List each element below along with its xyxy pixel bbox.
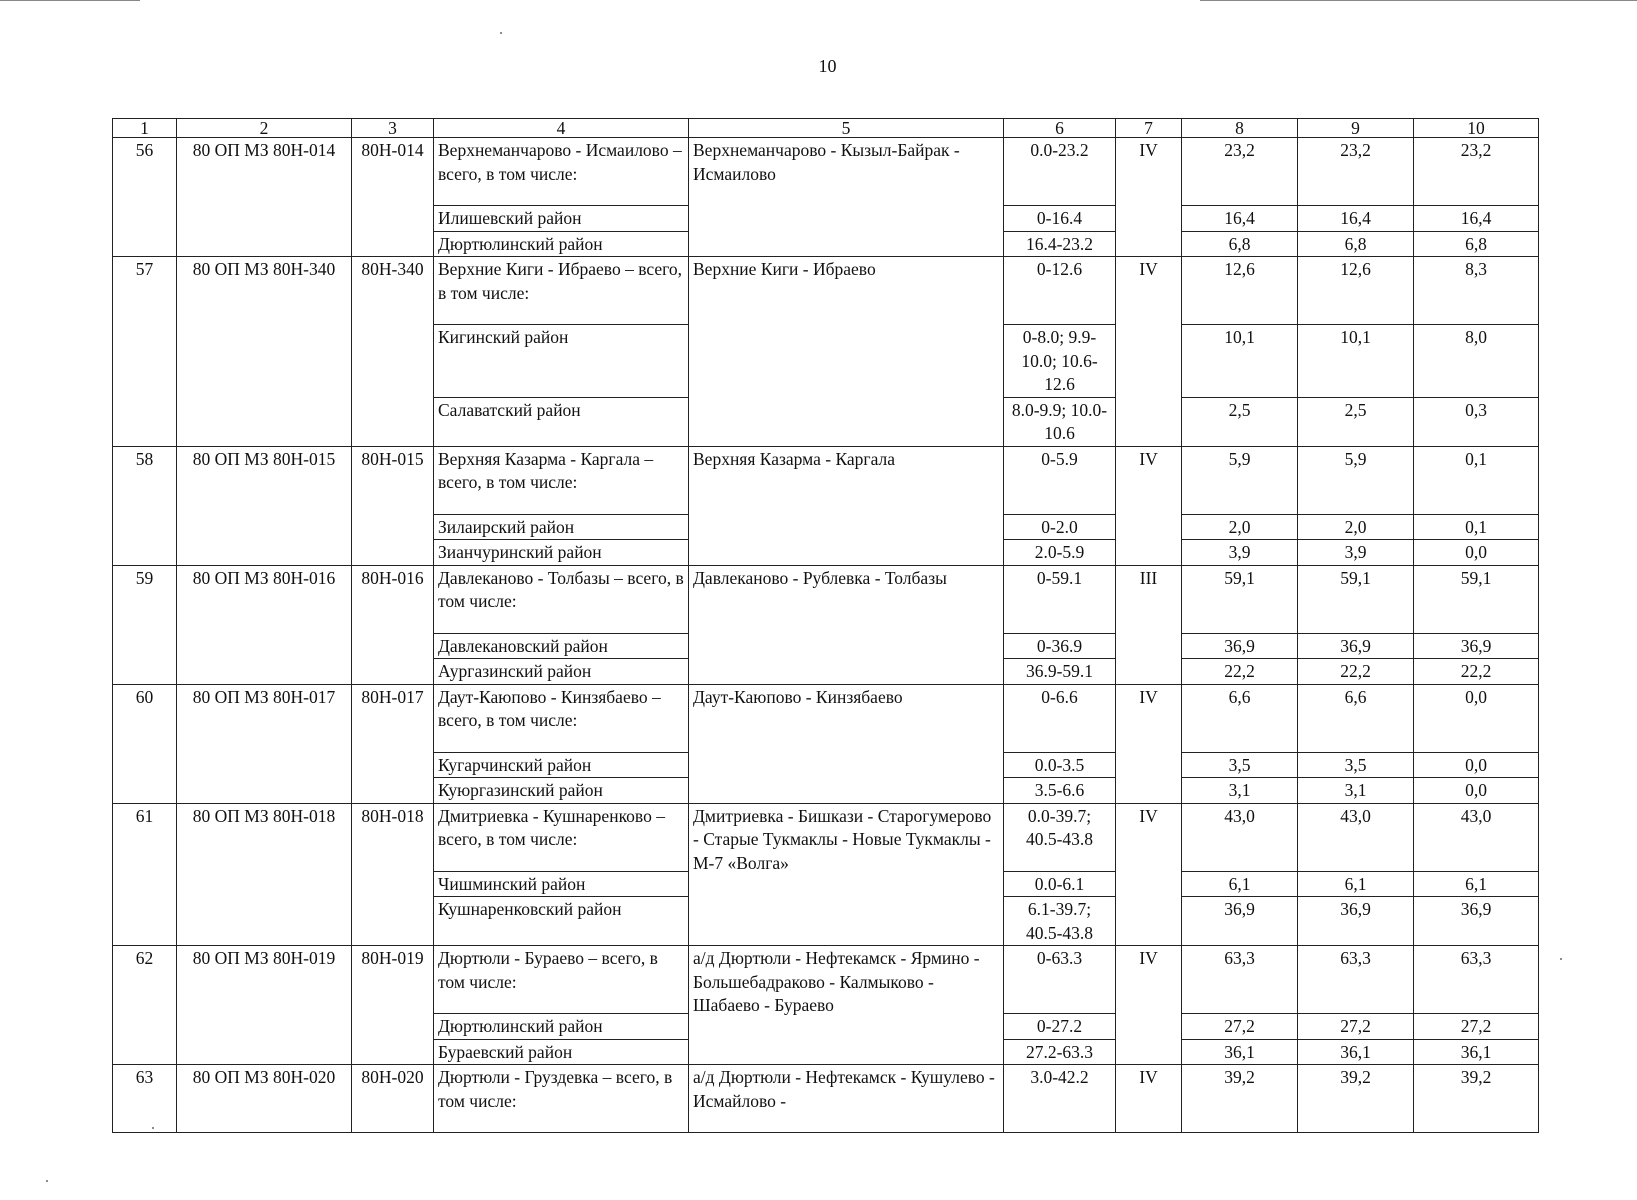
km-range: 0-16.4	[1004, 206, 1116, 232]
table-row	[113, 803, 1539, 871]
road-name: Дюртюли - Груздевка – всего, в том числе:	[434, 1065, 689, 1133]
value-col-9: 6,8	[1298, 231, 1414, 257]
value-col-8: 43,0	[1182, 803, 1298, 871]
road-number: 80 ОП МЗ 80Н-017	[177, 684, 352, 803]
value-col-9: 6,6	[1298, 684, 1414, 752]
value-col-8: 3,5	[1182, 752, 1298, 778]
table-row	[113, 684, 1539, 752]
district-name: Аургазинский район	[434, 659, 689, 685]
road-name: Даут-Каюпово - Кинзябаево – всего, в том числе:	[434, 684, 689, 752]
row-id: 56	[113, 138, 177, 257]
row-id: 58	[113, 446, 177, 565]
km-range: 0-12.6	[1004, 257, 1116, 325]
value-col-8: 12,6	[1182, 257, 1298, 325]
table-row	[113, 565, 1539, 633]
km-range: 0-6.6	[1004, 684, 1116, 752]
col-header-6: 6	[1004, 119, 1116, 138]
value-col-9: 23,2	[1298, 138, 1414, 206]
value-col-9: 22,2	[1298, 659, 1414, 685]
value-col-8: 6,8	[1182, 231, 1298, 257]
road-category: IV	[1116, 446, 1182, 565]
value-col-10: 22,2	[1414, 659, 1539, 685]
value-col-8: 39,2	[1182, 1065, 1298, 1133]
value-col-8: 36,1	[1182, 1039, 1298, 1065]
value-col-9: 6,1	[1298, 871, 1414, 897]
road-number: 80 ОП МЗ 80Н-019	[177, 946, 352, 1065]
value-col-8: 10,1	[1182, 325, 1298, 398]
road-name: Дюртюли - Бураево – всего, в том числе:	[434, 946, 689, 1014]
district-name: Дюртюлинский район	[434, 1014, 689, 1040]
km-range: 0-27.2	[1004, 1014, 1116, 1040]
road-category: IV	[1116, 803, 1182, 946]
km-range: 6.1-39.7; 40.5-43.8	[1004, 897, 1116, 946]
km-range: 0.0-6.1	[1004, 871, 1116, 897]
value-col-9: 16,4	[1298, 206, 1414, 232]
col-header-9: 9	[1298, 119, 1414, 138]
road-code: 80Н-020	[352, 1065, 434, 1133]
district-name: Куюргазинский район	[434, 778, 689, 804]
road-route: Верхняя Казарма - Каргала	[689, 446, 1004, 565]
road-category: III	[1116, 565, 1182, 684]
scan-speck	[500, 32, 502, 34]
scan-speck	[1560, 958, 1562, 960]
col-header-7: 7	[1116, 119, 1182, 138]
row-id: 59	[113, 565, 177, 684]
value-col-10: 59,1	[1414, 565, 1539, 633]
road-name: Верхняя Казарма - Каргала – всего, в том числе:	[434, 446, 689, 514]
value-col-8: 63,3	[1182, 946, 1298, 1014]
road-number: 80 ОП МЗ 80Н-016	[177, 565, 352, 684]
km-range: 0.0-3.5	[1004, 752, 1116, 778]
district-name: Давлекановский район	[434, 633, 689, 659]
value-col-10: 36,1	[1414, 1039, 1539, 1065]
table-row	[113, 138, 1539, 206]
value-col-9: 3,1	[1298, 778, 1414, 804]
district-name: Зилаирский район	[434, 514, 689, 540]
value-col-9: 2,0	[1298, 514, 1414, 540]
km-range: 16.4-23.2	[1004, 231, 1116, 257]
km-range: 0-5.9	[1004, 446, 1116, 514]
km-range: 0-36.9	[1004, 633, 1116, 659]
col-header-1: 1	[113, 119, 177, 138]
km-range: 0-63.3	[1004, 946, 1116, 1014]
value-col-8: 36,9	[1182, 897, 1298, 946]
road-route: Дмитриевка - Бишкази - Старогумерово - Старые Тукмаклы - Новые Тукмаклы - М-7 «Волга»	[689, 803, 1004, 946]
value-col-9: 36,1	[1298, 1039, 1414, 1065]
district-name: Илишевский район	[434, 206, 689, 232]
row-id: 62	[113, 946, 177, 1065]
road-number: 80 ОП МЗ 80Н-018	[177, 803, 352, 946]
value-col-9: 39,2	[1298, 1065, 1414, 1133]
row-id: 60	[113, 684, 177, 803]
value-col-10: 16,4	[1414, 206, 1539, 232]
scan-edge-left	[0, 0, 140, 1]
road-number: 80 ОП МЗ 80Н-020	[177, 1065, 352, 1133]
road-code: 80Н-016	[352, 565, 434, 684]
km-range: 3.0-42.2	[1004, 1065, 1116, 1133]
value-col-10: 8,0	[1414, 325, 1539, 398]
road-code: 80Н-018	[352, 803, 434, 946]
district-name: Дюртюлинский район	[434, 231, 689, 257]
value-col-10: 0,3	[1414, 397, 1539, 446]
value-col-9: 43,0	[1298, 803, 1414, 871]
district-name: Кугарчинский район	[434, 752, 689, 778]
value-col-8: 36,9	[1182, 633, 1298, 659]
value-col-10: 39,2	[1414, 1065, 1539, 1133]
scan-speck	[46, 1180, 48, 1182]
road-category: IV	[1116, 257, 1182, 447]
district-name: Чишминский район	[434, 871, 689, 897]
value-col-10: 6,8	[1414, 231, 1539, 257]
km-range: 36.9-59.1	[1004, 659, 1116, 685]
road-number: 80 ОП МЗ 80Н-014	[177, 138, 352, 257]
km-range: 0-59.1	[1004, 565, 1116, 633]
value-col-9: 5,9	[1298, 446, 1414, 514]
value-col-10: 0,0	[1414, 778, 1539, 804]
road-category: IV	[1116, 946, 1182, 1065]
km-range: 27.2-63.3	[1004, 1039, 1116, 1065]
row-id: 57	[113, 257, 177, 447]
value-col-8: 2,0	[1182, 514, 1298, 540]
value-col-10: 0,0	[1414, 540, 1539, 566]
value-col-9: 36,9	[1298, 897, 1414, 946]
value-col-10: 8,3	[1414, 257, 1539, 325]
value-col-9: 63,3	[1298, 946, 1414, 1014]
road-number: 80 ОП МЗ 80Н-340	[177, 257, 352, 447]
road-category: IV	[1116, 138, 1182, 257]
value-col-9: 36,9	[1298, 633, 1414, 659]
value-col-10: 36,9	[1414, 633, 1539, 659]
value-col-8: 23,2	[1182, 138, 1298, 206]
value-col-8: 59,1	[1182, 565, 1298, 633]
road-code: 80Н-017	[352, 684, 434, 803]
value-col-9: 59,1	[1298, 565, 1414, 633]
km-range: 0.0-39.7; 40.5-43.8	[1004, 803, 1116, 871]
road-category: IV	[1116, 684, 1182, 803]
value-col-8: 22,2	[1182, 659, 1298, 685]
km-range: 3.5-6.6	[1004, 778, 1116, 804]
table-row	[113, 1065, 1539, 1133]
road-route: а/д Дюртюли - Нефтекамск - Кушулево - Исмайлово -	[689, 1065, 1004, 1133]
road-route: а/д Дюртюли - Нефтекамск - Ярмино - Большебадраково - Калмыково - Шабаево - Бураево	[689, 946, 1004, 1065]
value-col-8: 5,9	[1182, 446, 1298, 514]
road-route: Даут-Каюпово - Кинзябаево	[689, 684, 1004, 803]
value-col-10: 0,0	[1414, 752, 1539, 778]
district-name: Кигинский район	[434, 325, 689, 398]
value-col-10: 0,0	[1414, 684, 1539, 752]
road-route: Верхнеманчарово - Кызыл-Байрак - Исмаилово	[689, 138, 1004, 257]
col-header-10: 10	[1414, 119, 1539, 138]
value-col-8: 6,1	[1182, 871, 1298, 897]
row-id: 63	[113, 1065, 177, 1133]
value-col-10: 23,2	[1414, 138, 1539, 206]
value-col-9: 10,1	[1298, 325, 1414, 398]
district-name: Кушнаренковский район	[434, 897, 689, 946]
road-code: 80Н-014	[352, 138, 434, 257]
road-code: 80Н-340	[352, 257, 434, 447]
value-col-10: 63,3	[1414, 946, 1539, 1014]
district-name: Бураевский район	[434, 1039, 689, 1065]
value-col-9: 3,9	[1298, 540, 1414, 566]
col-header-2: 2	[177, 119, 352, 138]
value-col-10: 0,1	[1414, 446, 1539, 514]
km-range: 0-2.0	[1004, 514, 1116, 540]
value-col-8: 16,4	[1182, 206, 1298, 232]
value-col-10: 27,2	[1414, 1014, 1539, 1040]
km-range: 8.0-9.9; 10.0-10.6	[1004, 397, 1116, 446]
value-col-8: 3,9	[1182, 540, 1298, 566]
road-name: Верхнеманчарово - Исмаилово – всего, в том числе:	[434, 138, 689, 206]
road-name: Дмитриевка - Кушнаренково – всего, в том числе:	[434, 803, 689, 871]
value-col-9: 2,5	[1298, 397, 1414, 446]
col-header-3: 3	[352, 119, 434, 138]
road-route: Верхние Киги - Ибраево	[689, 257, 1004, 447]
table-row	[113, 446, 1539, 514]
header-row	[113, 119, 1539, 138]
road-code: 80Н-015	[352, 446, 434, 565]
scan-edge-right	[1200, 0, 1637, 1]
value-col-8: 3,1	[1182, 778, 1298, 804]
value-col-9: 3,5	[1298, 752, 1414, 778]
value-col-10: 6,1	[1414, 871, 1539, 897]
value-col-8: 6,6	[1182, 684, 1298, 752]
district-name: Салаватский район	[434, 397, 689, 446]
road-category: IV	[1116, 1065, 1182, 1133]
road-route: Давлеканово - Рублевка - Толбазы	[689, 565, 1004, 684]
value-col-8: 2,5	[1182, 397, 1298, 446]
table-row	[113, 946, 1539, 1014]
road-name: Верхние Киги - Ибраево – всего, в том числе:	[434, 257, 689, 325]
km-range: 0-8.0; 9.9-10.0; 10.6-12.6	[1004, 325, 1116, 398]
value-col-8: 27,2	[1182, 1014, 1298, 1040]
col-header-5: 5	[689, 119, 1004, 138]
table-row	[113, 257, 1539, 325]
road-number: 80 ОП МЗ 80Н-015	[177, 446, 352, 565]
page-number: 10	[818, 56, 837, 76]
road-name: Давлеканово - Толбазы – всего, в том числе:	[434, 565, 689, 633]
row-id: 61	[113, 803, 177, 946]
col-header-8: 8	[1182, 119, 1298, 138]
km-range: 0.0-23.2	[1004, 138, 1116, 206]
district-name: Зианчуринский район	[434, 540, 689, 566]
value-col-10: 0,1	[1414, 514, 1539, 540]
km-range: 2.0-5.9	[1004, 540, 1116, 566]
road-code: 80Н-019	[352, 946, 434, 1065]
value-col-10: 43,0	[1414, 803, 1539, 871]
value-col-9: 12,6	[1298, 257, 1414, 325]
roads-table	[112, 118, 1539, 1133]
value-col-10: 36,9	[1414, 897, 1539, 946]
value-col-9: 27,2	[1298, 1014, 1414, 1040]
col-header-4: 4	[434, 119, 689, 138]
